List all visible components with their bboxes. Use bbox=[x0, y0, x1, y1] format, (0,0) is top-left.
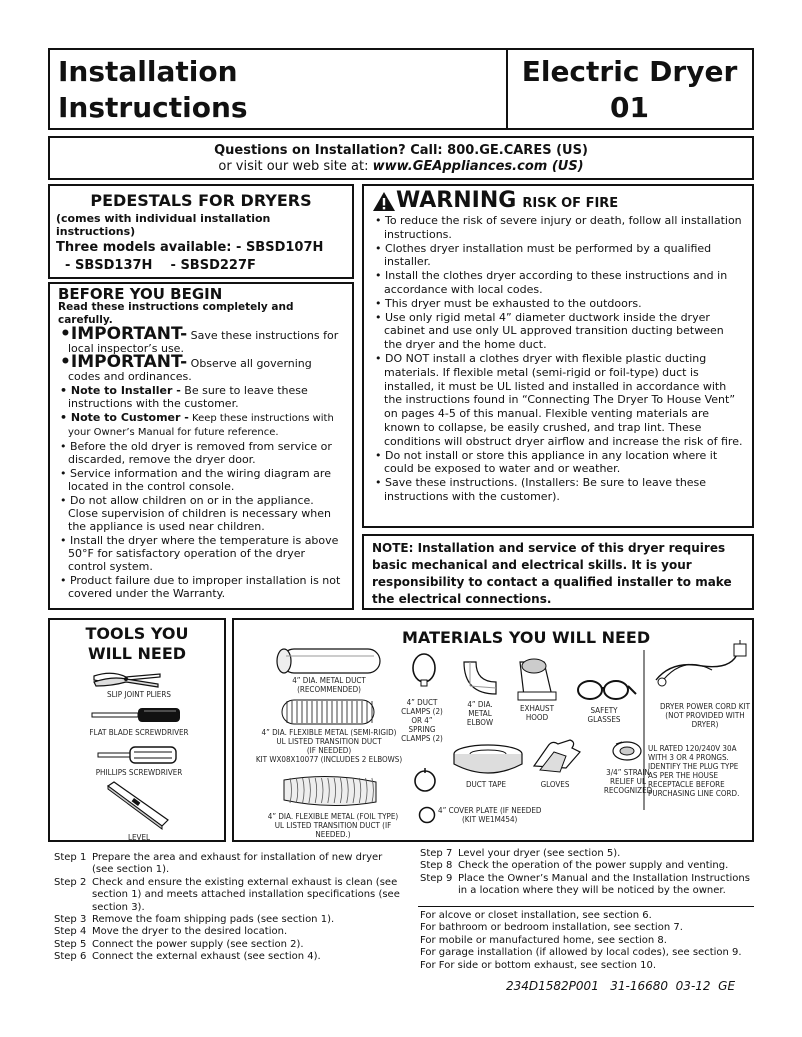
step-label: Step 4 bbox=[54, 926, 87, 938]
step-text: Connect the power supply (see section 2). bbox=[92, 938, 304, 950]
warning-triangle-icon bbox=[372, 191, 396, 212]
tool-label-flat-screwdriver: FLAT BLADE SCREWDRIVER bbox=[89, 728, 189, 737]
note-box bbox=[362, 534, 754, 610]
warning-title: WARNING bbox=[396, 188, 517, 213]
step-row bbox=[54, 902, 406, 914]
cover-plate-line-1: 4” COVER PLATE (IF NEEDED bbox=[438, 806, 542, 815]
step-label: Step 6 bbox=[54, 951, 87, 963]
materials-title: MATERIALS YOU WILL NEED bbox=[402, 628, 651, 647]
materials-box bbox=[232, 618, 754, 842]
list-item: • Save these instructions. (Installers: Be sure to leave these instructions with the customer). bbox=[375, 476, 707, 503]
warning-list bbox=[372, 214, 744, 504]
step-row bbox=[420, 873, 756, 885]
list-item: • Install the clothes dryer according to these instructions and in accordance with local codes. bbox=[375, 269, 728, 296]
metal-duct-icon bbox=[274, 646, 384, 676]
step-text: Move the dryer to the desired location. bbox=[92, 926, 288, 938]
step-text: Remove the foam shipping pads (see section 1). bbox=[92, 914, 335, 926]
spring-clamp-icon bbox=[412, 768, 438, 794]
foil-line-1: 4” DIA. FLEXIBLE METAL (FOIL TYPE) bbox=[267, 812, 399, 821]
questions-box bbox=[48, 136, 754, 180]
list-item: • DO NOT install a clothes dryer with flexible plastic ducting materials. If flexible metal (semi-rigid or foil-type) duct is installed, it must be UL listed and installed in accordance with the instructions found in “Connecting The Dryer To House Vent” on pages 4-5 of this manual. Flexible venting materials are known to collapse, be easily crushed, and trap lint. These conditions will obstruct dryer airflow and increase the risk of fire. bbox=[375, 351, 743, 448]
pedestals-box bbox=[48, 184, 354, 279]
step-row bbox=[54, 939, 406, 951]
list-item bbox=[58, 384, 344, 410]
step-row bbox=[54, 914, 406, 926]
gloves-label: GLOVES bbox=[540, 780, 570, 789]
step-text: Check and ensure the existing external exhaust is clean (see bbox=[92, 876, 398, 888]
phillips-screwdriver-icon bbox=[98, 746, 178, 764]
cover-plate-label bbox=[438, 806, 578, 824]
step-text: Place the Owner’s Manual and the Installation Instructions bbox=[458, 872, 750, 884]
step-row bbox=[420, 860, 756, 872]
step-label bbox=[54, 889, 92, 901]
support-phone: Questions on Installation? Call: 800.GE.CARES (US) bbox=[214, 143, 588, 158]
list-item bbox=[58, 352, 344, 383]
reference-item: For garage installation (if allowed by local codes), see section 9. bbox=[420, 947, 742, 959]
semi-rigid-line-1: 4” DIA. FLEXIBLE METAL (SEMI-RIGID) bbox=[261, 728, 397, 737]
list-item: • Install the dryer where the temperature is above 50°F for satisfactory operation of the dryer control system. bbox=[60, 534, 339, 573]
reference-item: For For side or bottom exhaust, see section 10. bbox=[420, 959, 657, 971]
list-item: • This dryer must be exhausted to the outdoors. bbox=[375, 296, 642, 310]
step-label: Step 8 bbox=[420, 860, 453, 872]
steps-left bbox=[54, 852, 406, 964]
step-text: Prepare the area and exhaust for installation of new dryer bbox=[92, 852, 383, 863]
part-number: 234D1582P001 31-16680 03-12 GE bbox=[506, 979, 736, 993]
pliers-icon bbox=[92, 668, 162, 688]
list-item: • Use only rigid metal 4” diameter ductwork inside the dryer cabinet and use only UL approved transition ducting between the dryer and the home duct. bbox=[375, 310, 724, 352]
step-label bbox=[54, 864, 92, 876]
strain-relief-icon bbox=[610, 738, 644, 764]
before-title: BEFORE YOU BEGIN bbox=[58, 285, 223, 303]
exhaust-hood-icon bbox=[514, 656, 558, 702]
tools-title-line-1: TOOLS YOU bbox=[85, 624, 189, 643]
step-row bbox=[54, 951, 406, 963]
note-customer-label: • Note to Customer - bbox=[60, 411, 189, 424]
pedestal-models-line-2: - SBSD137H - SBSD227F bbox=[56, 258, 256, 273]
step-text: Level your dryer (see section 5). bbox=[458, 848, 621, 859]
note-text: NOTE: Installation and service of this dryer requires basic mechanical and electrical skills. It is your responsibility to contact a qualified installer to make the electrical connections. bbox=[372, 541, 732, 606]
references-divider bbox=[418, 906, 754, 907]
warning-box bbox=[362, 184, 754, 528]
metal-duct-label: 4” DIA. METAL DUCT (RECOMMENDED) bbox=[292, 676, 366, 694]
important-text: Observe all governing codes and ordinances. bbox=[68, 357, 312, 383]
warning-subtitle: RISK OF FIRE bbox=[522, 196, 619, 211]
references-list bbox=[420, 910, 756, 972]
title-line-1: Installation bbox=[58, 55, 238, 88]
semi-rigid-label bbox=[254, 728, 404, 764]
reference-item: For mobile or manufactured home, see section 8. bbox=[420, 934, 667, 946]
step-row bbox=[54, 864, 406, 876]
semi-rigid-line-3: (IF NEEDED) bbox=[306, 746, 352, 755]
step-text: Check the operation of the power supply and venting. bbox=[458, 860, 729, 872]
warning-header bbox=[372, 190, 744, 212]
product-title bbox=[507, 50, 752, 126]
step-row bbox=[420, 885, 756, 897]
list-item bbox=[58, 324, 344, 355]
pedestals-subtitle: (comes with individual installation instructions) bbox=[56, 212, 271, 238]
product-line-2: 01 bbox=[610, 91, 649, 124]
tools-title-line-2: WILL NEED bbox=[87, 644, 187, 663]
list-item: • To reduce the risk of severe injury or death, follow all installation instructions. bbox=[375, 214, 742, 241]
tools-box bbox=[48, 618, 226, 842]
step-label: Step 2 bbox=[54, 876, 87, 888]
step-text: section 1) and meets attached installation specifications (see bbox=[92, 889, 400, 901]
materials-divider bbox=[642, 650, 646, 810]
list-item: • Do not allow children on or in the appliance. Close supervision of children is necessary when the appliance is used near children. bbox=[60, 494, 331, 533]
step-row bbox=[54, 889, 406, 901]
header-title-box bbox=[48, 48, 508, 130]
duct-tape-label: DUCT TAPE bbox=[465, 780, 507, 789]
list-item bbox=[58, 411, 344, 439]
step-text: section 3). bbox=[92, 901, 145, 913]
list-item: • Before the old dryer is removed from service or discarded, remove the dryer door. bbox=[60, 440, 332, 466]
list-item: • Do not install or store this appliance in any location where it could be exposed to water and or weather. bbox=[375, 448, 718, 476]
cover-plate-line-2: (KIT WE1M454) bbox=[462, 815, 518, 824]
cover-plate-icon bbox=[418, 806, 436, 824]
gloves-icon bbox=[530, 736, 584, 774]
power-cord-label: DRYER POWER CORD KIT (NOT PROVIDED WITH DRYER) bbox=[660, 702, 750, 729]
step-label: Step 3 bbox=[54, 914, 87, 926]
power-cord-note: UL RATED 120/240V 30A WITH 3 OR 4 PRONGS. IDENTIFY THE PLUG TYPE AS PER THE HOUSE RECEPTACLE BEFORE PURCHASING LINE CORD. bbox=[648, 744, 740, 798]
flat-screwdriver-icon bbox=[92, 706, 182, 724]
duct-tape-icon bbox=[452, 742, 524, 776]
metal-elbow-icon bbox=[462, 660, 498, 696]
steps-right bbox=[420, 848, 756, 898]
step-label: Step 5 bbox=[54, 938, 87, 950]
tool-label-level: LEVEL bbox=[127, 833, 151, 842]
header-product-box bbox=[506, 48, 754, 130]
note-customer-text: Keep these instructions with your Owner’s Manual for future reference. bbox=[68, 413, 334, 438]
important-label: •IMPORTANT- bbox=[60, 352, 188, 372]
foil-duct-icon bbox=[280, 772, 380, 808]
before-you-begin-box bbox=[48, 282, 354, 610]
list-item: • Service information and the wiring diagram are located in the control console. bbox=[60, 467, 331, 493]
glasses-label: SAFETY GLASSES bbox=[587, 706, 621, 724]
step-label: Step 7 bbox=[420, 848, 453, 859]
before-lead: Read these instructions completely and carefully. bbox=[58, 301, 294, 326]
step-row bbox=[54, 926, 406, 938]
title-line-2: Instructions bbox=[58, 91, 248, 124]
step-row bbox=[54, 877, 406, 889]
list-item: • Clothes dryer installation must be performed by a qualified installer. bbox=[375, 241, 712, 269]
hood-label: EXHAUST HOOD bbox=[519, 704, 555, 722]
website-link[interactable]: www.GEAppliances.com (US) bbox=[372, 159, 584, 174]
note-installer-text: Be sure to leave these instructions with the customer. bbox=[68, 384, 308, 410]
power-cord-icon bbox=[652, 640, 752, 688]
elbow-label: 4” DIA. METAL ELBOW bbox=[466, 700, 494, 727]
level-icon bbox=[106, 780, 170, 830]
pedestals-title: PEDESTALS FOR DRYERS bbox=[90, 191, 312, 210]
reference-item: For alcove or closet installation, see section 6. bbox=[420, 910, 652, 921]
reference-item: For bathroom or bedroom installation, see section 7. bbox=[420, 922, 683, 934]
step-row bbox=[54, 852, 406, 864]
semi-rigid-line-4: KIT WX08X10077 (INCLUDES 2 ELBOWS) bbox=[255, 755, 403, 764]
semi-rigid-duct-icon bbox=[278, 698, 378, 726]
step-label: Step 1 bbox=[54, 852, 87, 863]
note-installer-label: • Note to Installer - bbox=[60, 384, 181, 397]
step-label: Step 9 bbox=[420, 872, 453, 884]
document-title bbox=[50, 50, 507, 130]
tool-label-pliers: SLIP JOINT PLIERS bbox=[107, 690, 171, 699]
tools-title bbox=[50, 620, 224, 664]
important-label: •IMPORTANT- bbox=[60, 324, 188, 344]
list-item: • Product failure due to improper installation is not covered under the Warranty. bbox=[60, 574, 341, 600]
strain-relief-label: 3/4” STRAIN RELIEF UL RECOGNIZED bbox=[603, 768, 653, 795]
step-text: (see section 1). bbox=[92, 864, 170, 876]
product-line-1: Electric Dryer bbox=[521, 55, 738, 88]
step-row bbox=[420, 848, 756, 860]
step-label bbox=[54, 902, 92, 914]
step-text: Connect the external exhaust (see section 4). bbox=[92, 951, 321, 963]
foil-line-2: UL LISTED TRANSITION DUCT (IF NEEDED.) bbox=[274, 821, 392, 839]
website-prefix: or visit our web site at: bbox=[218, 159, 373, 174]
safety-glasses-icon bbox=[574, 676, 638, 702]
important-text: Save these instructions for local inspector’s use. bbox=[68, 329, 339, 355]
step-text: in a location where they will be noticed by the owner. bbox=[458, 885, 726, 897]
step-label bbox=[420, 885, 458, 897]
pedestal-models-line-1: Three models available: - SBSD107H bbox=[56, 240, 324, 255]
before-list bbox=[58, 324, 344, 600]
duct-clamp-icon bbox=[410, 650, 438, 688]
semi-rigid-line-2: UL LISTED TRANSITION DUCT bbox=[276, 737, 382, 746]
clamps-label: 4” DUCT CLAMPS (2) OR 4” SPRING CLAMPS (2) bbox=[401, 698, 443, 743]
foil-label bbox=[258, 812, 408, 839]
tool-label-phillips-screwdriver: PHILLIPS SCREWDRIVER bbox=[95, 768, 183, 777]
